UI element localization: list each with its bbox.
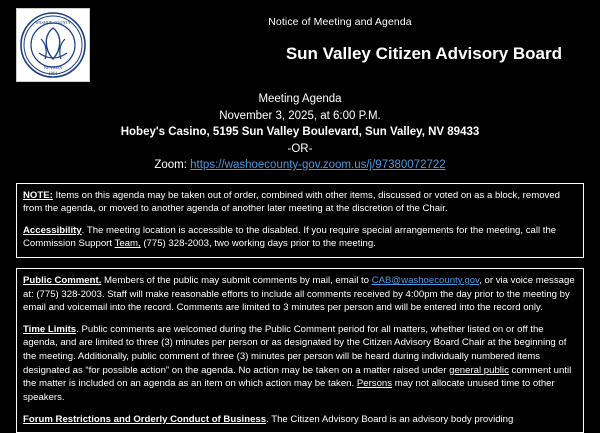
svg-text:1861: 1861 — [48, 72, 58, 77]
zoom-link[interactable]: https://washoecounty-gov.zoom.us/j/97380072722 — [190, 159, 446, 172]
time-limits-text-1: . Public comments are welcomed during the Public Comment period for all matters, whether listed on or off the agenda, and are limited to three (3) minutes per person or as designated by the Citizen Advisory Board Chair at the beginning of the meeting. Additionally, public comment of three (3) minutes per person will be heard during individually numbered items designated as “for possible action” on the agenda. No action may be taken on a matter raised under — [23, 323, 567, 376]
time-limits-persons: Persons — [356, 378, 393, 390]
forum-restrictions-paragraph — [23, 413, 577, 427]
accessibility-team: Team, — [114, 238, 141, 250]
county-seal-icon — [16, 8, 90, 82]
notes-box — [16, 183, 584, 258]
page-title: Sun Valley Citizen Advisory Board — [285, 44, 562, 63]
public-comment-text-1: Members of the public may submit comments by mail, email to — [101, 275, 372, 287]
accessibility-paragraph — [23, 224, 577, 251]
svg-text:NEVADA: NEVADA — [43, 65, 63, 70]
accessibility-label: Accessibility — [23, 224, 82, 236]
public-comment-box — [16, 268, 584, 433]
public-comment-text-2: , or via voice message at: (775) 328-2003. Staff will make reasonable efforts to include all comments received by 4:00pm the day prior to the meeting by email and voicemail into the record. Comments are limited to 3 minutes per person and will be entered into the record only. — [23, 275, 575, 314]
time-limits-label: Time Limits — [23, 323, 77, 335]
notice-of-meeting-line: Notice of Meeting and Agenda — [268, 16, 412, 28]
zoom-label: Zoom: — [154, 159, 187, 172]
cab-email-link[interactable]: CAB@washoecounty.gov — [371, 275, 480, 287]
svg-text:WASHOE COUNTY: WASHOE COUNTY — [35, 20, 71, 25]
seal-graphic — [17, 9, 89, 81]
time-limits-text-3: may not allocate unused time to other speakers. — [23, 378, 555, 403]
time-limits-text-2: comment until the matter is included on an agenda as an item on which action may be taken. — [23, 364, 572, 390]
time-limits-paragraph — [23, 323, 577, 405]
public-comment-paragraph — [23, 274, 577, 315]
note-label: NOTE: — [23, 189, 53, 201]
agenda-heading: Meeting Agenda — [258, 93, 342, 105]
accessibility-text-2: (775) 328-2003, two working days prior to the meeting. — [140, 238, 376, 250]
agenda-date-time: November 3, 2025, at 6:00 P.M. — [219, 109, 381, 122]
header-text-block — [108, 8, 584, 28]
document-header — [16, 8, 584, 82]
note-text: Items on this agenda may be taken out of order, combined with other items, discussed or voted on as a block, removed from the agenda, or moved to another agenda of another later meeting at the discretion of the Chair. — [23, 189, 561, 215]
forum-restrictions-text: . The Citizen Advisory Board is an advisory body providing — [266, 413, 514, 425]
time-limits-general-public: general public — [449, 364, 509, 376]
forum-restrictions-label: Forum Restrictions and Orderly Conduct of Business — [23, 413, 267, 425]
public-comment-label: Public Comment. — [23, 275, 102, 287]
accessibility-text-1: . The meeting location is accessible to the disabled. If you require special arrangements for the meeting, call the Commission Support — [23, 224, 557, 250]
zoom-line — [16, 158, 584, 174]
meeting-details — [16, 92, 584, 174]
agenda-location: Hobey's Casino, 5195 Sun Valley Boulevard, Sun Valley, NV 89433 — [120, 126, 480, 139]
agenda-or-divider: -OR- — [287, 142, 313, 155]
note-paragraph — [23, 189, 577, 216]
